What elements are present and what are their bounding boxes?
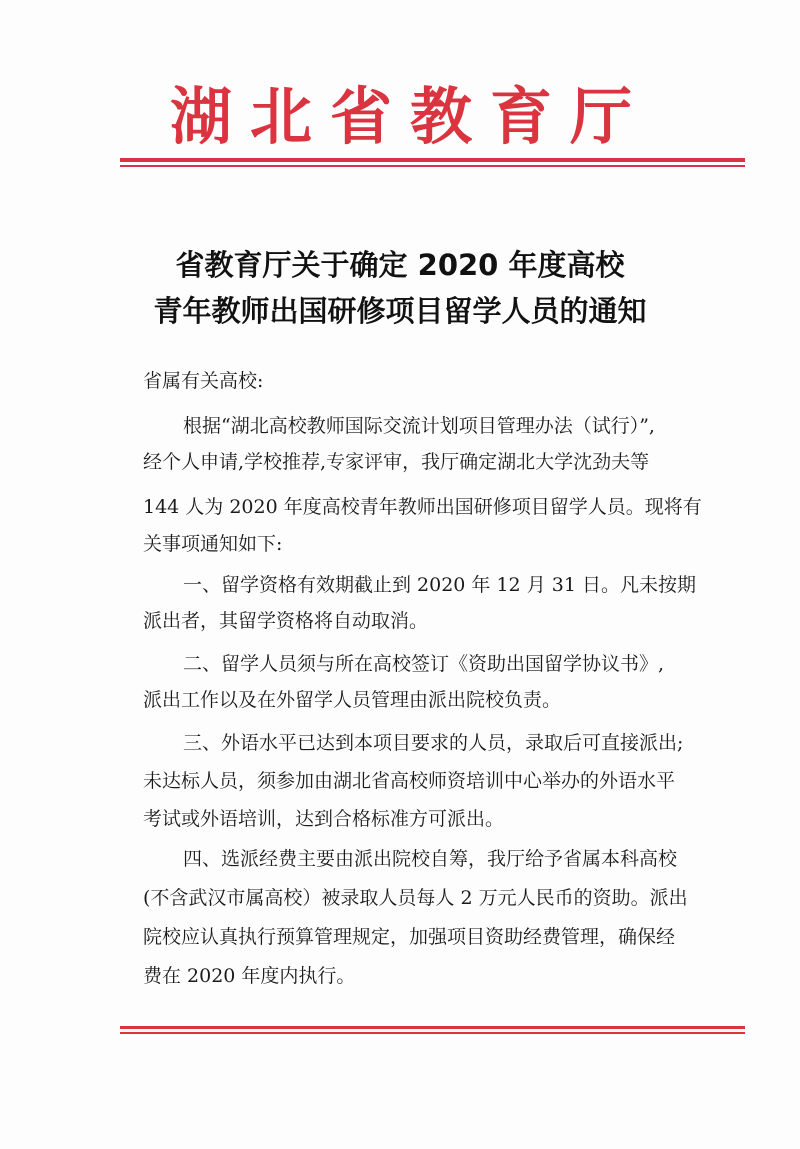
body-line: 二、留学人员须与所在高校签订《资助出国留学协议书》, [183, 653, 665, 675]
body-line: 未达标人员，须参加由湖北省高校师资培训中心举办的外语水平 [143, 770, 676, 792]
body-line: 三、外语水平已达到本项目要求的人员，录取后可直接派出; [183, 732, 684, 754]
body-line: 费在 2020 年度内执行。 [143, 965, 356, 987]
body-line: 四、选派经费主要由派出院校自筹，我厅给予省属本科高校 [183, 848, 678, 870]
body-line: 一、留学资格有效期截止到 2020 年 12 月 31 日。凡未按期 [183, 574, 696, 596]
body-line: 考试或外语培训，达到合格标准方可派出。 [143, 808, 505, 830]
header-rule-thin [120, 165, 745, 167]
document-title-line-1: 省教育厅关于确定 2020 年度高校 [175, 248, 625, 282]
header-rule-thick [120, 158, 745, 162]
document-title-line-2: 青年教师出国研修项目留学人员的通知 [153, 294, 647, 328]
body-line: (不含武汉市属高校）被录取人员每人 2 万元人民币的资助。派出 [143, 887, 688, 909]
body-line: 派出工作以及在外留学人员管理由派出院校负责。 [143, 689, 562, 711]
body-line: 派出者，其留学资格将自动取消。 [143, 610, 429, 632]
issuer-header: 湖北省教育厅 [169, 80, 650, 153]
body-line: 144 人为 2020 年度高校青年教师出国研修项目留学人员。现将有 [143, 496, 702, 518]
body-line: 关事项通知如下: [143, 533, 283, 555]
body-line: 院校应认真执行预算管理规定，加强项目资助经费管理，确保经 [143, 926, 676, 948]
body-line: 经个人申请,学校推荐,专家评审，我厅确定湖北大学沈劲夫等 [143, 451, 650, 473]
salutation: 省属有关高校: [143, 370, 264, 392]
body-line: 根据“湖北高校教师国际交流计划项目管理办法（试行）”, [183, 415, 655, 437]
footer-rule-thick [120, 1026, 745, 1029]
footer-rule-thin [120, 1032, 745, 1034]
